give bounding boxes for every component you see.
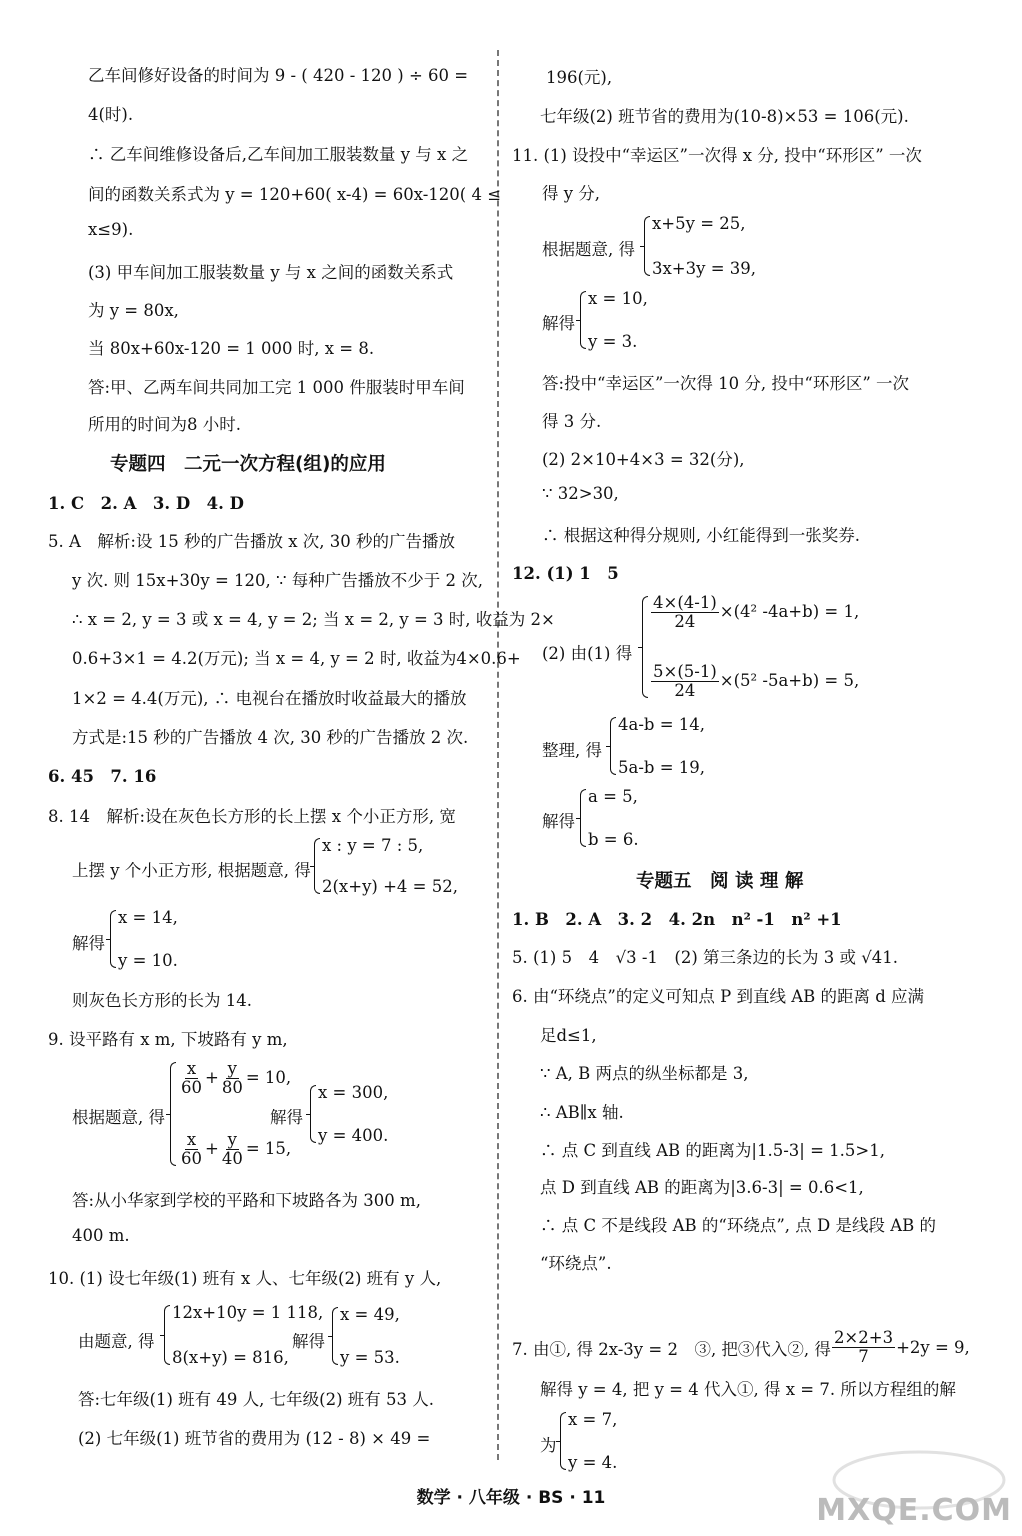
text-line: 则灰色长方形的长为 14.	[72, 991, 252, 1010]
text-line: 5. A 解析:设 15 秒的广告播放 x 次, 30 秒的广告播放	[48, 532, 455, 551]
equation: y = 10.	[118, 951, 178, 970]
text-line: 为	[540, 1436, 557, 1455]
text-line: 根据题意, 得	[72, 1108, 165, 1127]
equation: y = 53.	[340, 1348, 400, 1367]
equation-system	[310, 836, 458, 896]
equation: y = 3.	[588, 332, 638, 351]
denominator: 24	[674, 680, 696, 700]
equation: b = 6.	[588, 830, 639, 849]
text-line: 4(时).	[88, 105, 134, 124]
text-line: 得 3 分.	[542, 412, 602, 431]
text-line: (2) 2×10+4×3 = 32(分),	[542, 450, 745, 469]
text-line: ∴ 点 C 不是线段 AB 的“环绕点”, 点 D 是线段 AB 的	[540, 1216, 936, 1235]
text-line: 方式是:15 秒的广告播放 4 次, 30 秒的广告播放 2 次.	[72, 728, 469, 747]
text-line: 10. (1) 设七年级(1) 班有 x 人、七年级(2) 班有 y 人,	[48, 1269, 442, 1288]
text-line: y 次. 则 15x+30y = 120, ∵ 每种广告播放不少于 2 次,	[72, 571, 484, 590]
text-line: ∴ 根据这种得分规则, 小红能得到一张奖券.	[542, 526, 860, 545]
denominator: 40	[221, 1148, 243, 1168]
equation: $\frac{x}{60}$ + $\frac{y}{40}$ = 15,	[181, 1129, 292, 1168]
text-line: ∴ 点 C 到直线 AB 的距离为|1.5-3| = 1.5>1,	[540, 1141, 885, 1160]
brace	[166, 1060, 176, 1168]
answer-line: 1. C 2. A 3. D 4. D	[48, 494, 244, 513]
text-line: (3) 甲车间加工服装数量 y 与 x 之间的函数关系式	[88, 263, 454, 282]
answer-line: 12. (1) 1 5	[512, 564, 619, 583]
brace	[328, 1305, 338, 1367]
numerator: 2×2+3	[833, 1328, 894, 1347]
text-line: 整理, 得	[542, 741, 602, 760]
solution-system	[556, 1410, 617, 1472]
text-line: 所用的时间为8 小时.	[88, 415, 241, 434]
text-line: 答:投中“幸运区”一次得 10 分, 投中“环形区” 一次	[542, 374, 910, 393]
text-line: (2) 由(1) 得	[542, 644, 633, 663]
solution-system	[576, 289, 648, 351]
section-heading-5: 专题五 阅 读 理 解	[636, 871, 804, 892]
text-line: ∵ 32>30,	[542, 484, 619, 503]
text-line: 当 80x+60x-120 = 1 000 时, x = 8.	[88, 339, 375, 358]
equation-rhs: ×(5² -5a+b) = 5,	[719, 670, 860, 690]
solution-system	[576, 787, 639, 849]
numerator: 4×(4-1)	[653, 593, 717, 612]
numerator: x	[186, 1059, 197, 1078]
denominator: 80	[221, 1078, 243, 1098]
text-line: 点 D 到直线 AB 的距离为|3.6-3| = 0.6<1,	[540, 1178, 864, 1197]
equation: x : y = 7 : 5,	[322, 836, 424, 855]
text-line: ∴ x = 2, y = 3 或 x = 4, y = 2; 当 x = 2, y = 3 时, 收益为 2×	[72, 610, 555, 629]
page-footer: 数学 · 八年级 · BS · 11	[416, 1488, 606, 1508]
brace	[160, 1303, 170, 1367]
equation-rhs: = 15,	[245, 1138, 292, 1158]
equation: 12x+10y = 1 118,	[172, 1303, 324, 1322]
text-line: 为 y = 80x,	[88, 301, 179, 320]
text-line: 解得 y = 4, 把 y = 4 代入①, 得 x = 7. 所以方程组的解	[540, 1380, 956, 1399]
equation: 5a-b = 19,	[618, 758, 706, 777]
numerator: y	[227, 1129, 237, 1149]
section-heading-4: 专题四 二元一次方程(组)的应用	[110, 454, 386, 475]
brace	[638, 594, 648, 700]
brace	[576, 289, 586, 351]
text-line: ∵ A, B 两点的纵坐标都是 3,	[540, 1064, 749, 1083]
text-line: 解得	[270, 1108, 303, 1127]
equation: x = 10,	[588, 289, 648, 308]
text-line: 得 y 分,	[542, 184, 601, 203]
numerator: y	[227, 1059, 237, 1078]
brace	[606, 715, 616, 777]
text-line: ∴ AB∥x 轴.	[540, 1103, 624, 1122]
equation-rhs: = 10,	[245, 1068, 292, 1088]
equation: x = 49,	[340, 1305, 400, 1324]
brace	[556, 1410, 566, 1472]
text-line: 解得	[72, 934, 105, 953]
text-line: ∴ 乙车间维修设备后,乙车间加工服装数量 y 与 x 之	[88, 145, 469, 164]
text-line: 上摆 y 个小正方形, 根据题意, 得	[72, 861, 311, 880]
text-line: x≤9).	[88, 220, 134, 239]
column-divider	[497, 50, 499, 1460]
equation: 8(x+y) = 816,	[172, 1348, 289, 1367]
denominator: 24	[674, 612, 696, 632]
equation-rhs: ×(4² -4a+b) = 1,	[719, 602, 860, 622]
text-line: 11. (1) 设投中“幸运区”一次得 x 分, 投中“环形区” 一次	[512, 146, 922, 165]
equation	[650, 594, 859, 631]
text-line: 答:甲、乙两车间共同加工完 1 000 件服装时甲车间	[88, 378, 465, 397]
text-line: (2) 七年级(1) 班节省的费用为 (12 - 8) × 49 =	[78, 1429, 431, 1448]
text-line: 9. 设平路有 x m, 下坡路有 y m,	[48, 1030, 288, 1049]
text-line: 七年级(2) 班节省的费用为(10-8)×53 = 106(元).	[540, 107, 909, 126]
text-line: 400 m.	[72, 1226, 130, 1245]
brace	[576, 787, 586, 849]
text-line: 解得	[292, 1332, 325, 1351]
equation	[650, 663, 859, 700]
text-line: 8. 14 解析:设在灰色长方形的长上摆 x 个小正方形, 宽	[48, 807, 456, 826]
brace	[310, 836, 320, 896]
equation: 2(x+y) +4 = 52,	[322, 877, 458, 896]
text-line: 间的函数关系式为 y = 120+60( x-4) = 60x-120( 4 ≤	[88, 185, 502, 204]
equation-system	[606, 715, 705, 777]
equation: x+5y = 25,	[652, 214, 746, 233]
numerator: 5×(5-1)	[653, 661, 717, 681]
denominator: 60	[181, 1148, 202, 1168]
denominator: 60	[181, 1078, 202, 1098]
brace	[306, 1083, 316, 1145]
answer-line: 6. 45 7. 16	[48, 767, 157, 786]
text-line: “环绕点”.	[540, 1254, 612, 1273]
text-line: 乙车间修好设备的时间为 9 - ( 420 - 120 ) ÷ 60 =	[88, 66, 469, 85]
equation-system	[640, 214, 756, 278]
solution-system	[106, 908, 178, 970]
solution-system	[306, 1083, 388, 1145]
text-line: 由题意, 得	[78, 1332, 155, 1351]
equation: 4a-b = 14,	[618, 715, 706, 734]
brace	[106, 908, 116, 970]
equation: x = 7,	[568, 1410, 618, 1429]
equation: x = 300,	[318, 1083, 389, 1102]
text-line: 6. 由“环绕点”的定义可知点 P 到直线 AB 的距离 d 应满	[512, 987, 925, 1006]
text-line: 答:从小华家到学校的平路和下坡路各为 300 m,	[72, 1191, 421, 1210]
numerator: x	[186, 1129, 197, 1149]
equation: x = 14,	[118, 908, 178, 927]
text-line: 解得	[542, 812, 575, 831]
brace	[640, 214, 650, 278]
watermark-text: MXQE.COM	[816, 1493, 1012, 1528]
equation: y = 4.	[568, 1453, 618, 1472]
equation: $\frac{x}{60}$ + $\frac{y}{80}$ = 10,	[181, 1059, 292, 1098]
text-span: 7. 由①, 得 2x-3y = 2 ③, 把③代入②, 得	[512, 1339, 831, 1359]
equation-system	[638, 594, 859, 700]
equation: a = 5,	[588, 787, 638, 806]
text-line: 5. (1) 5 4 √3 -1 (2) 第三条边的长为 3 或 √41.	[512, 948, 899, 967]
text-line	[512, 1329, 970, 1366]
equation: 3x+3y = 39,	[652, 259, 757, 278]
answer-line: 1. B 2. A 3. 2 4. 2n n² -1 n² +1	[512, 910, 842, 929]
text-line: 足d≤1,	[540, 1026, 597, 1045]
equation: y = 400.	[318, 1126, 389, 1145]
solution-system	[328, 1305, 400, 1367]
text-line: 196(元),	[546, 68, 613, 87]
text-line: 0.6+3×1 = 4.2(万元); 当 x = 4, y = 2 时, 收益为4×0.6+	[72, 649, 521, 668]
text-span: +2y = 9,	[896, 1338, 970, 1358]
text-line: 答:七年级(1) 班有 49 人, 七年级(2) 班有 53 人.	[78, 1390, 434, 1409]
text-line: 根据题意, 得	[542, 240, 635, 259]
text-line: 解得	[542, 314, 575, 333]
denominator: 7	[858, 1347, 869, 1367]
text-line: 1×2 = 4.4(万元), ∴ 电视台在播放时收益最大的播放	[72, 689, 467, 708]
